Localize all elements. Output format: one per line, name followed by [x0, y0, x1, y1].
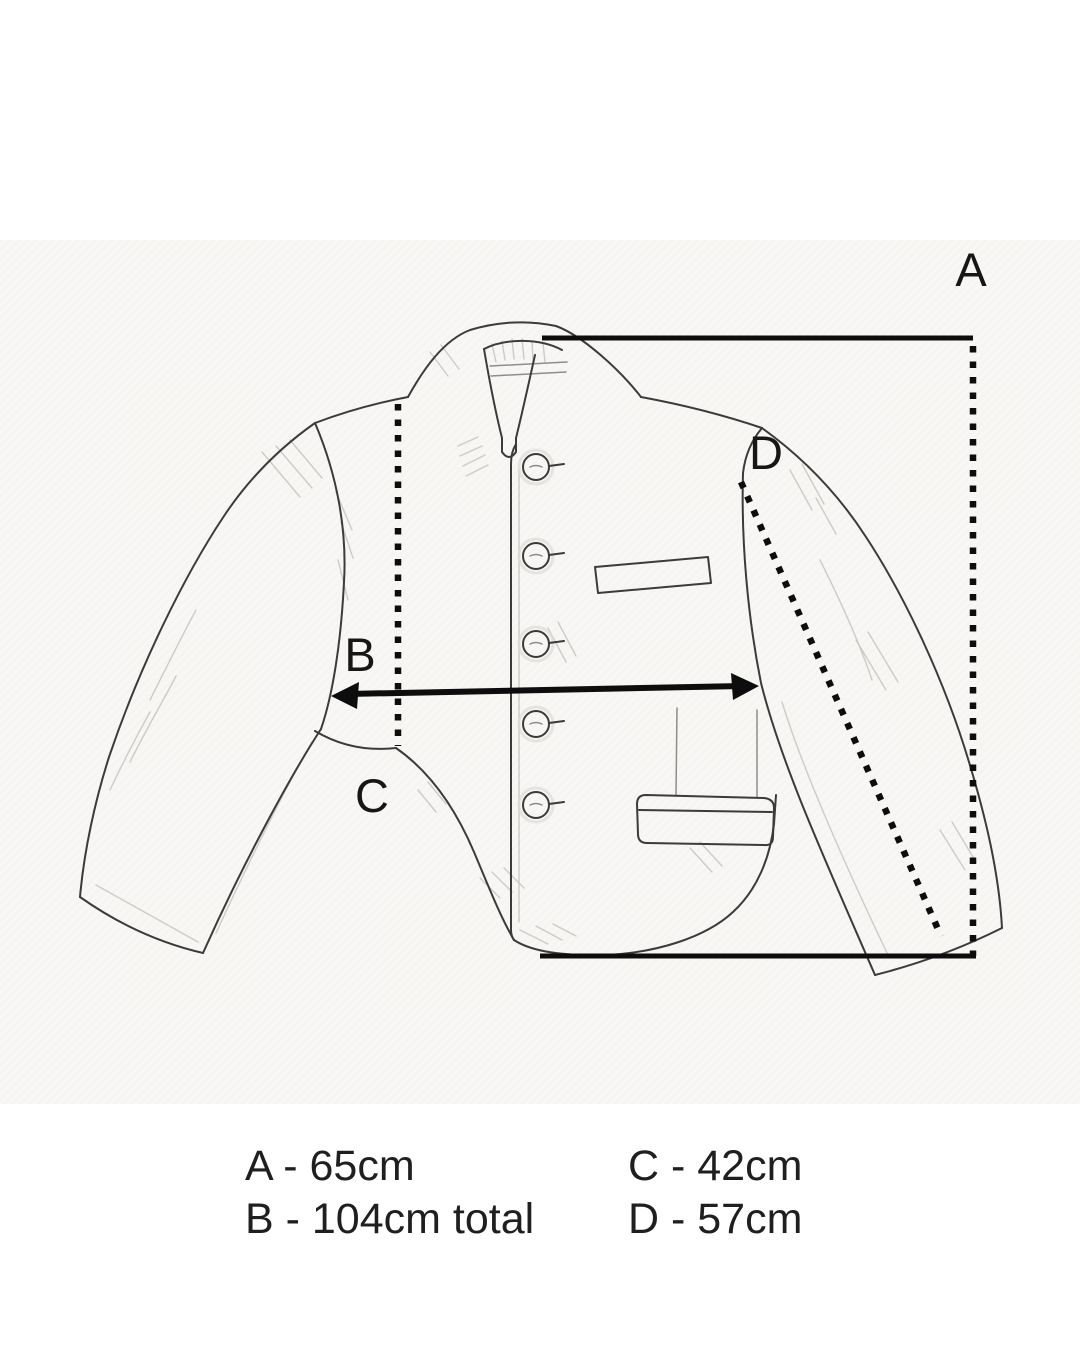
- pocket-bag-line-left: [676, 708, 677, 795]
- shoulder-seam-left: [315, 397, 408, 423]
- button: [519, 707, 564, 741]
- marker-label-d: D: [749, 426, 783, 479]
- legend-item-c: C - 42cm: [628, 1142, 803, 1190]
- pockets: [595, 557, 774, 845]
- right-sleeve-inner: [743, 473, 875, 975]
- measure-d-dotted-line: [741, 482, 941, 936]
- right-sleeve-cuff: [875, 928, 1002, 975]
- marker-labels: [344, 243, 987, 822]
- button: [519, 450, 564, 484]
- measurements-legend-right: [628, 1140, 802, 1246]
- flap-pocket-seam: [639, 810, 772, 812]
- cutaway-front-curve: [396, 748, 514, 940]
- collar-outline: [408, 322, 641, 397]
- measure-b-arrowhead-left: [331, 682, 359, 709]
- button: [519, 788, 564, 822]
- legend-item-b: B - 104cm total: [245, 1195, 535, 1243]
- right-sleeve-outer: [762, 428, 1002, 928]
- hatching-strokes: [110, 339, 976, 944]
- shoulder-seam-right: [641, 397, 762, 428]
- legend-item-d: D - 57cm: [628, 1195, 803, 1243]
- armhole-seam-left: [315, 423, 345, 729]
- marker-label-c: C: [355, 769, 389, 822]
- collar-band-seam-1: [490, 362, 567, 366]
- collar-band-seam-2: [491, 372, 566, 376]
- left-sleeve-inner: [203, 729, 321, 953]
- jacket-sketch: [80, 322, 1002, 975]
- marker-label-b: B: [344, 628, 376, 681]
- left-sleeve-outer: [80, 423, 315, 897]
- front-hem: [514, 795, 776, 955]
- sketch-hatching: [96, 339, 976, 955]
- left-sleeve-cuff: [80, 897, 203, 953]
- measurements-legend-left: [245, 1140, 534, 1246]
- legend-item-a: A - 65cm: [245, 1142, 415, 1190]
- button-column: [519, 450, 564, 822]
- flap-pocket: [637, 795, 774, 845]
- button: [519, 539, 564, 573]
- underarm-hem-left: [315, 731, 396, 749]
- measure-b-arrow-line: [347, 686, 743, 694]
- measure-b-arrowhead-right: [731, 673, 759, 700]
- measurement-lines: [331, 338, 976, 956]
- marker-label-a: A: [955, 243, 987, 296]
- chest-welt-pocket: [595, 557, 711, 593]
